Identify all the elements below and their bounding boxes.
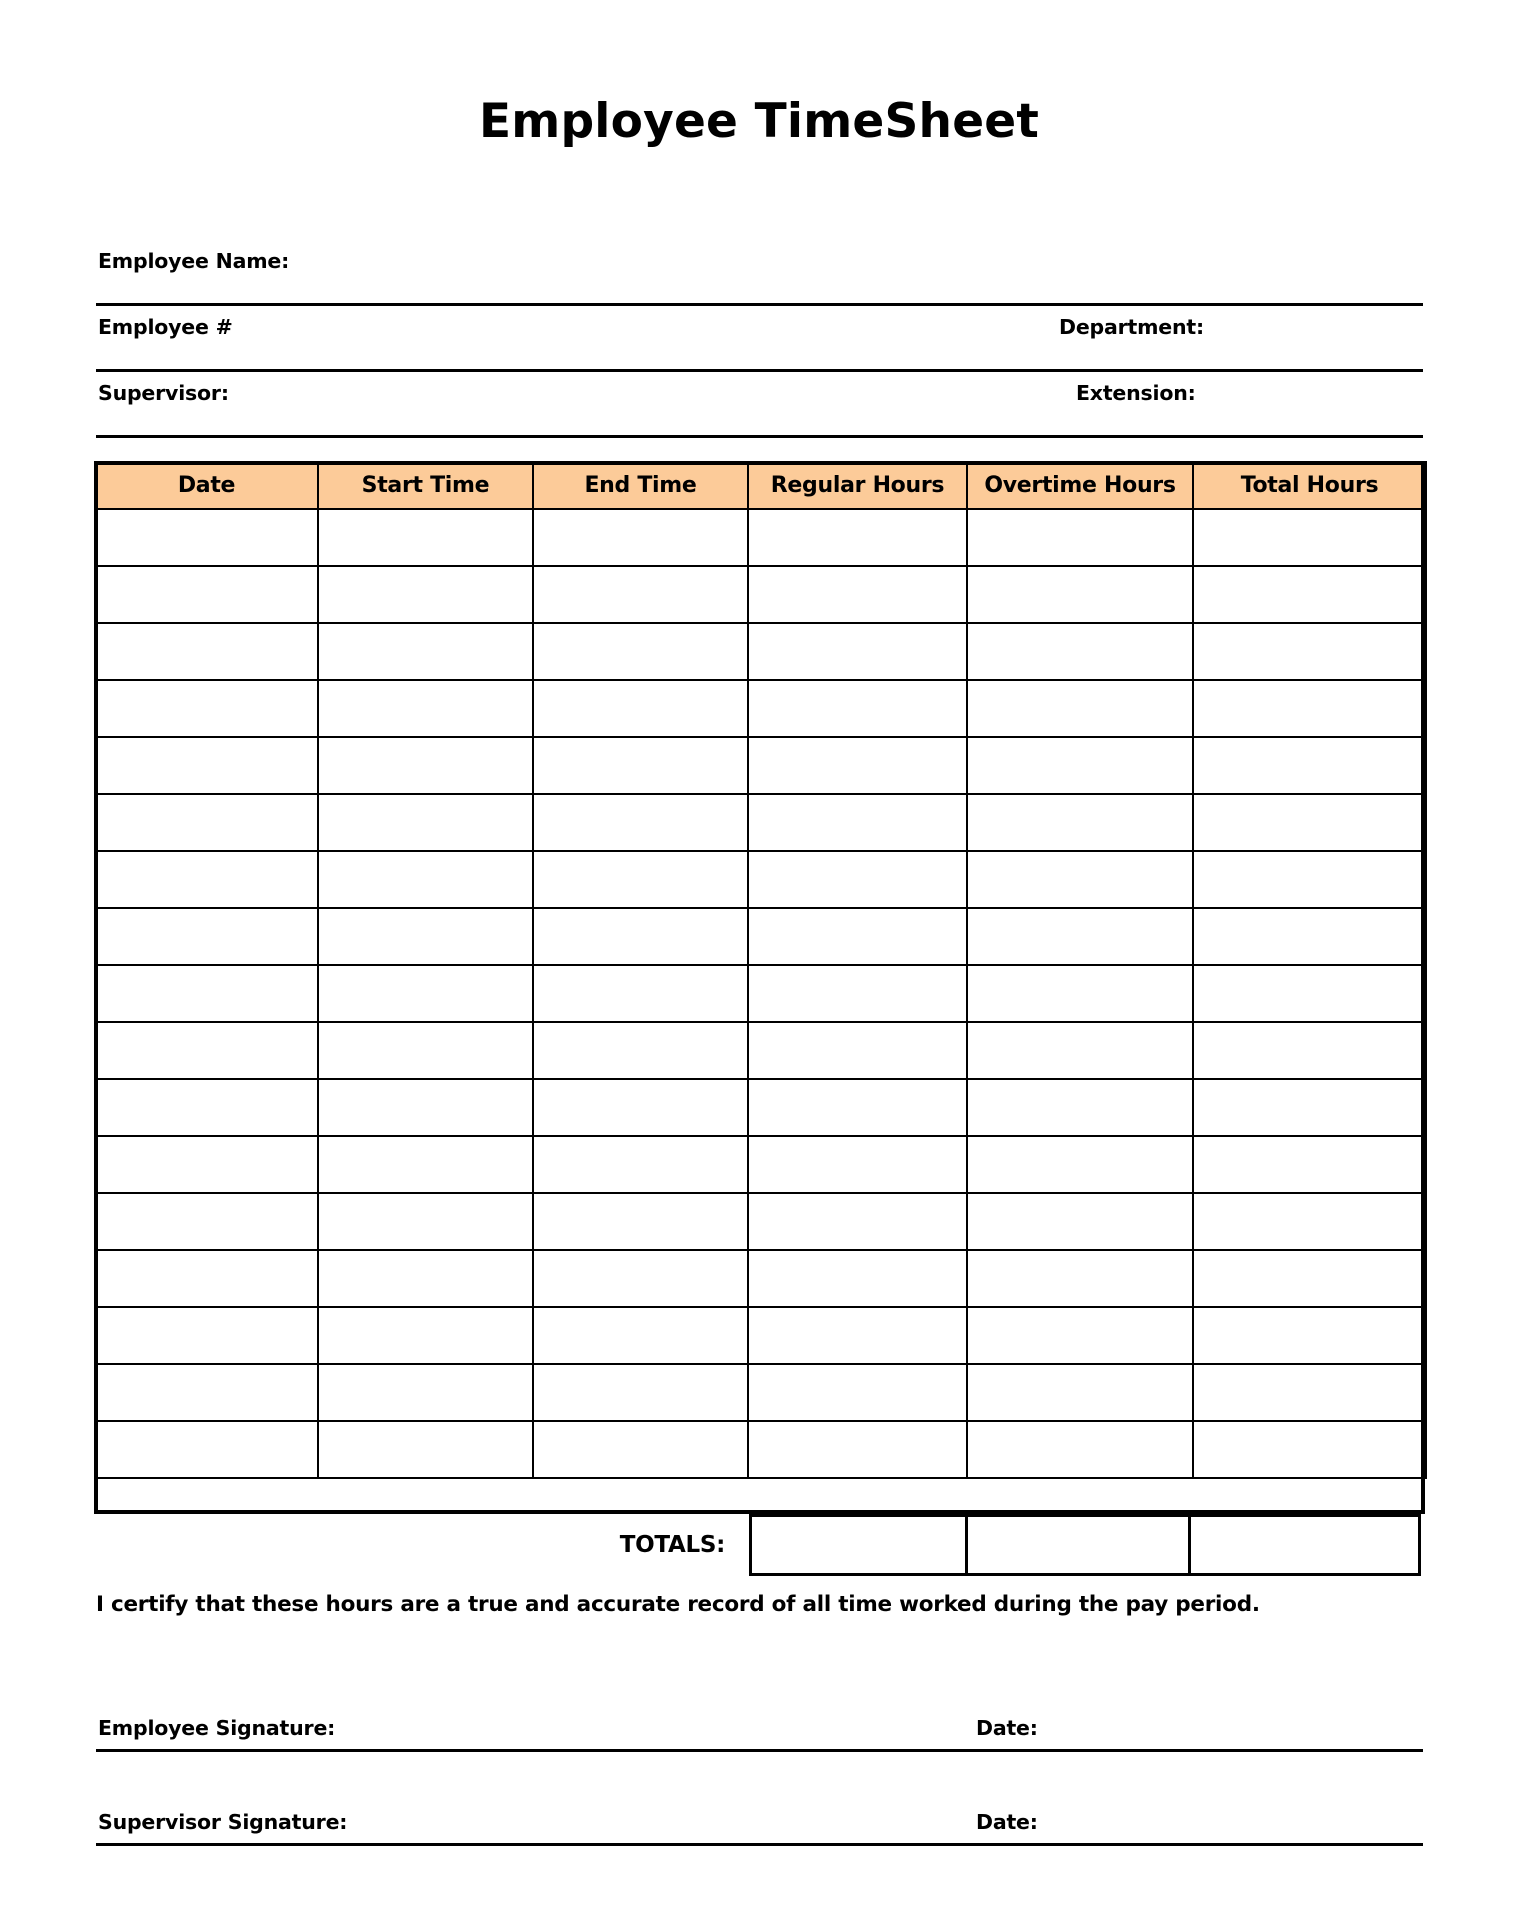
cell-total-hours[interactable] (1193, 1421, 1426, 1478)
page-title: Employee TimeSheet (478, 94, 1040, 149)
signature-block (96, 1658, 1423, 1846)
column-header-date: Date (95, 462, 318, 509)
cell-regular-hours[interactable] (748, 851, 967, 908)
cell-date[interactable] (95, 680, 318, 737)
cell-total-hours[interactable] (1193, 566, 1426, 623)
cell-regular-hours[interactable] (748, 1136, 967, 1193)
cell-start-time[interactable] (318, 566, 533, 623)
table-row (95, 623, 1426, 680)
cell-regular-hours[interactable] (748, 566, 967, 623)
cell-overtime-hours[interactable] (967, 1079, 1193, 1136)
cell-date[interactable] (95, 851, 318, 908)
table-body (95, 509, 1426, 1478)
cell-total-hours[interactable] (1193, 737, 1426, 794)
table-row (95, 1421, 1426, 1478)
cell-total-hours[interactable] (1193, 1307, 1426, 1364)
totals-row (94, 1514, 1425, 1576)
cell-total-hours[interactable] (1193, 1364, 1426, 1421)
column-header-total-hours: Total Hours (1193, 462, 1426, 509)
cell-end-time[interactable] (533, 851, 748, 908)
table-row (95, 1364, 1426, 1421)
cell-overtime-hours[interactable] (967, 623, 1193, 680)
cell-start-time[interactable] (318, 623, 533, 680)
cell-date[interactable] (95, 1364, 318, 1421)
employee-name-row[interactable] (96, 240, 1423, 306)
cell-end-time[interactable] (533, 1307, 748, 1364)
supervisor-signature-row[interactable] (96, 1752, 1423, 1846)
cell-regular-hours[interactable] (748, 1307, 967, 1364)
cell-start-time[interactable] (318, 1250, 533, 1307)
timesheet-table (94, 461, 1427, 1479)
totals-cells (749, 1514, 1425, 1576)
table-row (95, 680, 1426, 737)
cell-start-time[interactable] (318, 1364, 533, 1421)
cell-date[interactable] (95, 794, 318, 851)
cell-regular-hours[interactable] (748, 1421, 967, 1478)
extension-label: Extension: (1076, 381, 1196, 405)
cell-total-hours[interactable] (1193, 794, 1426, 851)
column-header-overtime-hours: Overtime Hours (967, 462, 1193, 509)
cell-overtime-hours[interactable] (967, 851, 1193, 908)
table-row (95, 566, 1426, 623)
cell-start-time[interactable] (318, 1193, 533, 1250)
cell-date[interactable] (95, 1250, 318, 1307)
cell-overtime-hours[interactable] (967, 794, 1193, 851)
cell-date[interactable] (95, 509, 318, 566)
cell-start-time[interactable] (318, 851, 533, 908)
totals-cell-regular-hours[interactable] (749, 1514, 968, 1576)
department-label: Department: (1059, 315, 1204, 339)
cell-overtime-hours[interactable] (967, 566, 1193, 623)
cell-start-time[interactable] (318, 1136, 533, 1193)
supervisor-extension-row[interactable] (96, 372, 1423, 438)
cell-end-time[interactable] (533, 1022, 748, 1079)
cell-regular-hours[interactable] (748, 1079, 967, 1136)
employee-signature-row[interactable] (96, 1658, 1423, 1752)
cell-date[interactable] (95, 623, 318, 680)
cell-end-time[interactable] (533, 908, 748, 965)
table-row (95, 1193, 1426, 1250)
cell-date[interactable] (95, 908, 318, 965)
cell-regular-hours[interactable] (748, 1022, 967, 1079)
cell-total-hours[interactable] (1193, 1136, 1426, 1193)
employee-name-label: Employee Name: (98, 249, 290, 273)
cell-total-hours[interactable] (1193, 1193, 1426, 1250)
table-header-row (95, 462, 1426, 509)
cell-start-time[interactable] (318, 965, 533, 1022)
cell-end-time[interactable] (533, 1250, 748, 1307)
cell-total-hours[interactable] (1193, 965, 1426, 1022)
cell-overtime-hours[interactable] (967, 965, 1193, 1022)
header-fields (96, 240, 1423, 438)
table-row (95, 965, 1426, 1022)
table-row (95, 1136, 1426, 1193)
cell-end-time[interactable] (533, 737, 748, 794)
cell-start-time[interactable] (318, 509, 533, 566)
cell-end-time[interactable] (533, 1193, 748, 1250)
cell-start-time[interactable] (318, 1022, 533, 1079)
certification-statement: I certify that these hours are a true and accurate record of all time worked during the pay period. (96, 1592, 1260, 1617)
cell-total-hours[interactable] (1193, 1022, 1426, 1079)
cell-start-time[interactable] (318, 1421, 533, 1478)
supervisor-label: Supervisor: (98, 381, 229, 405)
table-row (95, 1022, 1426, 1079)
cell-regular-hours[interactable] (748, 908, 967, 965)
table-row (95, 737, 1426, 794)
cell-end-time[interactable] (533, 566, 748, 623)
table-row (95, 851, 1426, 908)
cell-regular-hours[interactable] (748, 1364, 967, 1421)
cell-regular-hours[interactable] (748, 1193, 967, 1250)
table-row (95, 509, 1426, 566)
cell-overtime-hours[interactable] (967, 737, 1193, 794)
employee-signature-date-label: Date: (976, 1716, 1038, 1740)
cell-date[interactable] (95, 1307, 318, 1364)
table-header (95, 462, 1426, 509)
cell-total-hours[interactable] (1193, 908, 1426, 965)
timesheet-table-wrapper (94, 461, 1425, 1479)
table-row (95, 794, 1426, 851)
cell-overtime-hours[interactable] (967, 1421, 1193, 1478)
cell-start-time[interactable] (318, 1307, 533, 1364)
cell-overtime-hours[interactable] (967, 908, 1193, 965)
cell-start-time[interactable] (318, 1079, 533, 1136)
table-row (95, 908, 1426, 965)
cell-end-time[interactable] (533, 794, 748, 851)
table-row (95, 1250, 1426, 1307)
column-header-start-time: Start Time (318, 462, 533, 509)
cell-end-time[interactable] (533, 1136, 748, 1193)
cell-total-hours[interactable] (1193, 1250, 1426, 1307)
cell-regular-hours[interactable] (748, 965, 967, 1022)
cell-start-time[interactable] (318, 737, 533, 794)
cell-end-time[interactable] (533, 965, 748, 1022)
cell-overtime-hours[interactable] (967, 1136, 1193, 1193)
cell-date[interactable] (95, 1022, 318, 1079)
cell-end-time[interactable] (533, 623, 748, 680)
cell-regular-hours[interactable] (748, 1250, 967, 1307)
cell-regular-hours[interactable] (748, 680, 967, 737)
table-row (95, 1307, 1426, 1364)
cell-end-time[interactable] (533, 509, 748, 566)
cell-start-time[interactable] (318, 908, 533, 965)
cell-date[interactable] (95, 1079, 318, 1136)
table-row (95, 1079, 1426, 1136)
cell-overtime-hours[interactable] (967, 1193, 1193, 1250)
cell-total-hours[interactable] (1193, 1079, 1426, 1136)
cell-overtime-hours[interactable] (967, 1250, 1193, 1307)
employee-number-label: Employee # (98, 315, 233, 339)
employee-signature-label: Employee Signature: (98, 1716, 336, 1740)
cell-regular-hours[interactable] (748, 794, 967, 851)
cell-total-hours[interactable] (1193, 509, 1426, 566)
cell-total-hours[interactable] (1193, 851, 1426, 908)
cell-start-time[interactable] (318, 680, 533, 737)
supervisor-signature-label: Supervisor Signature: (98, 1810, 348, 1834)
cell-start-time[interactable] (318, 794, 533, 851)
cell-date[interactable] (95, 566, 318, 623)
cell-regular-hours[interactable] (748, 737, 967, 794)
totals-cell-total-hours[interactable] (1188, 1514, 1421, 1576)
cell-overtime-hours[interactable] (967, 680, 1193, 737)
cell-end-time[interactable] (533, 1421, 748, 1478)
totals-cell-overtime-hours[interactable] (965, 1514, 1191, 1576)
cell-end-time[interactable] (533, 1364, 748, 1421)
cell-date[interactable] (95, 1421, 318, 1478)
column-header-regular-hours: Regular Hours (748, 462, 967, 509)
column-header-end-time: End Time (533, 462, 748, 509)
cell-date[interactable] (95, 965, 318, 1022)
cell-regular-hours[interactable] (748, 623, 967, 680)
cell-end-time[interactable] (533, 680, 748, 737)
cell-overtime-hours[interactable] (967, 1022, 1193, 1079)
cell-regular-hours[interactable] (748, 509, 967, 566)
employee-number-department-row[interactable] (96, 306, 1423, 372)
cell-end-time[interactable] (533, 1079, 748, 1136)
cell-date[interactable] (95, 1136, 318, 1193)
cell-overtime-hours[interactable] (967, 509, 1193, 566)
cell-date[interactable] (95, 1193, 318, 1250)
supervisor-signature-date-label: Date: (976, 1810, 1038, 1834)
cell-overtime-hours[interactable] (967, 1364, 1193, 1421)
cell-overtime-hours[interactable] (967, 1307, 1193, 1364)
cell-date[interactable] (95, 737, 318, 794)
cell-total-hours[interactable] (1193, 623, 1426, 680)
cell-total-hours[interactable] (1193, 680, 1426, 737)
totals-label: TOTALS: (619, 1532, 725, 1558)
